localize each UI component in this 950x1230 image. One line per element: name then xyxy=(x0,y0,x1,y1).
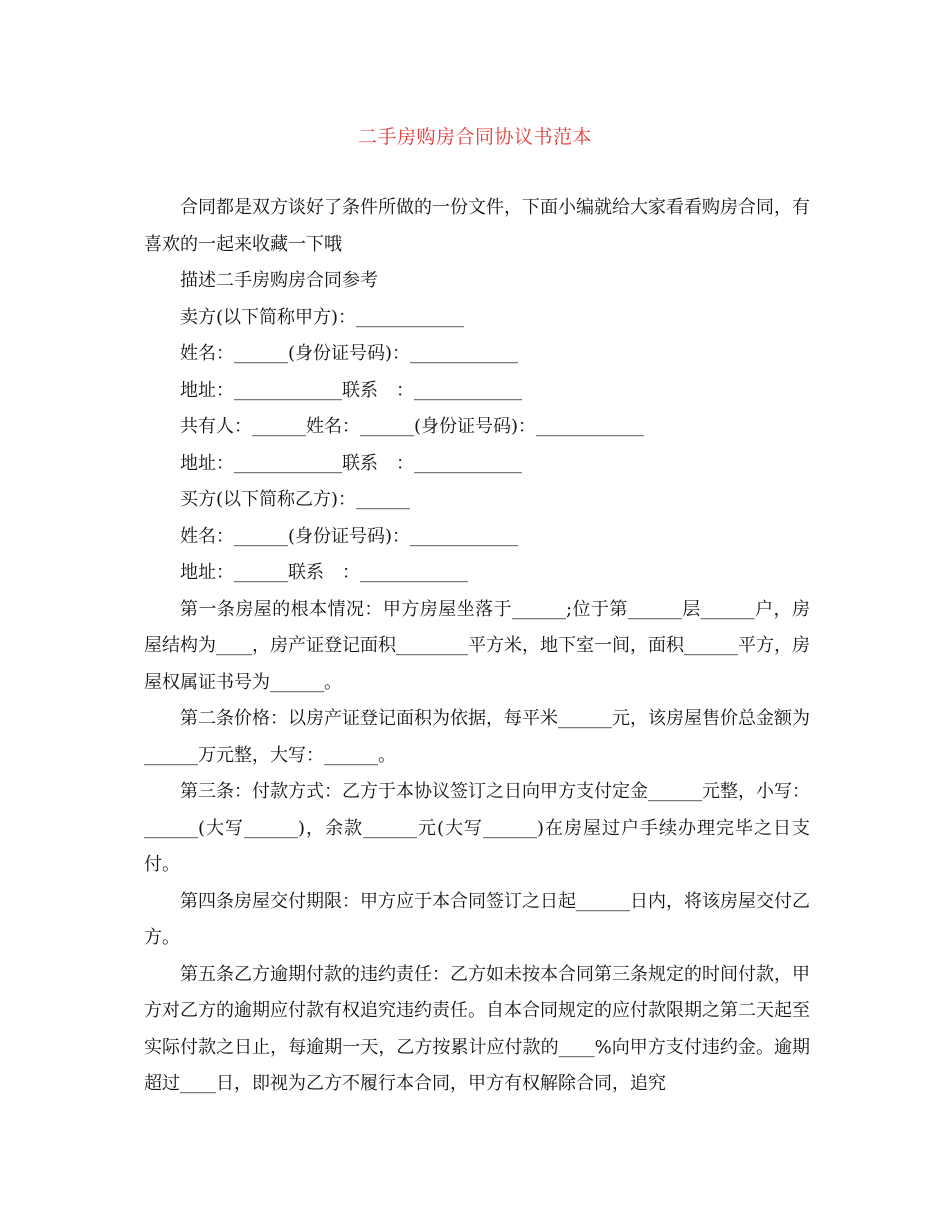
intro-paragraph: 合同都是双方谈好了条件所做的一份文件，下面小编就给大家看看购房合同，有喜欢的一起来收藏一下哦 xyxy=(144,197,810,255)
seller-line: 卖方(以下简称甲方)：____________ xyxy=(180,306,465,328)
article-2-paragraph: 第二条价格：以房产证登记面积为依据，每平米______元，该房屋售价总金额为______万元整，大写：______。 xyxy=(144,708,810,766)
reference-heading: 描述二手房购房合同参考 xyxy=(180,270,378,291)
article-1-paragraph: 第一条房屋的根本情况：甲方房屋坐落于______;位于第______层______户，房屋结构为____，房产证登记面积________平方米，地下室一间，面积______平方，房屋权属证书号为______。 xyxy=(144,598,810,693)
seller-address-line: 地址：____________联系 ：____________ xyxy=(180,379,522,401)
buyer-name-line: 姓名：______(身份证号码)：____________ xyxy=(180,525,519,547)
document-title: 二手房购房合同协议书范本 xyxy=(357,126,592,148)
seller-name-line: 姓名：______(身份证号码)：____________ xyxy=(180,343,519,364)
article-5-paragraph: 第五条乙方逾期付款的违约责任：乙方如未按本合同第三条规定的时间付款，甲方对乙方的逾期应付款有权追究违约责任。自本合同规定的应付款限期之第二天起至实际付款之日止，每逾期一天，乙方按累计应付款的____%向甲方支付违约金。逾期超过____日，即视为乙方不履行本合同，甲方有权解除合同，追究 xyxy=(144,963,810,1094)
article-4-paragraph: 第四条房屋交付期限：甲方应于本合同签订之日起______日内，将该房屋交付乙方。 xyxy=(144,890,810,948)
buyer-address-line: 地址：______联系 ：____________ xyxy=(180,562,468,583)
document-body xyxy=(144,190,810,1103)
co-owner-address-line: 地址：____________联系 ：____________ xyxy=(180,452,522,474)
article-3-paragraph: 第三条：付款方式：乙方于本协议签订之日向甲方支付定金______元整，小写：______(大写______)，余款______元(大写______)在房屋过户手续办理完毕之日支付。 xyxy=(144,781,810,875)
co-owner-line: 共有人：______姓名：______(身份证号码)：____________ xyxy=(180,416,645,437)
buyer-line: 买方(以下简称乙方)：______ xyxy=(180,489,411,510)
